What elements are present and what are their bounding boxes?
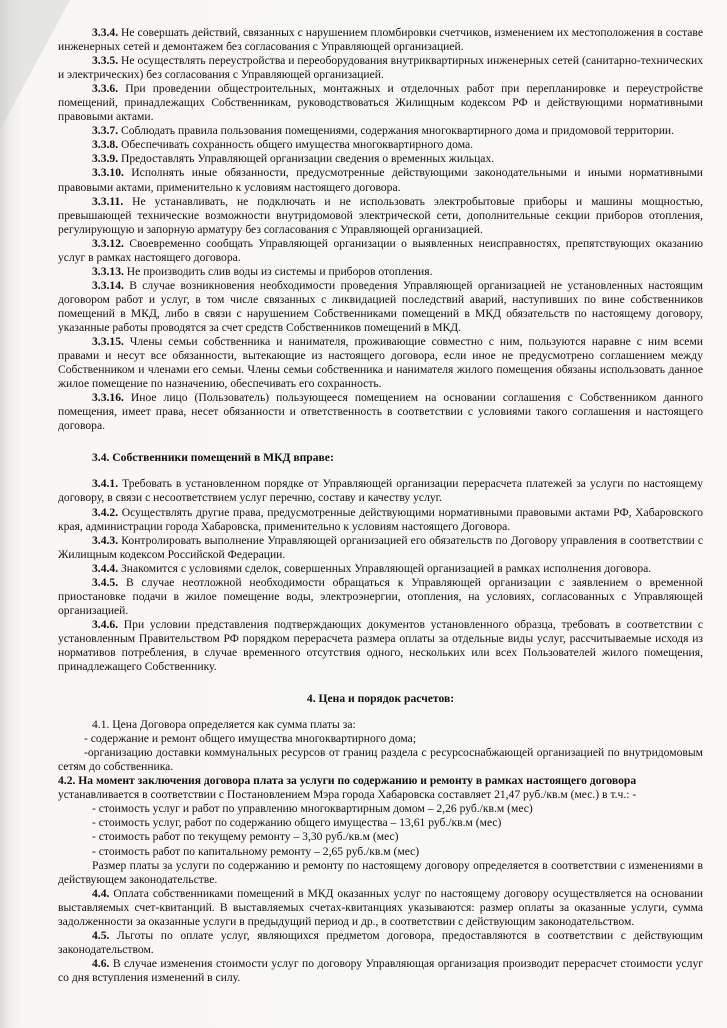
clause-3-3-8: 3.3.8. Обеспечивать сохранность общего имущества многоквартирного дома. — [92, 138, 474, 152]
clause-3-4-1: 3.4.1. Требовать в установленном порядке от Управляющей организации перерасчета платежей за услуги по настоящему договору, в связи с несоответствием услуг перечню, составу и качеству услуг. — [58, 477, 703, 505]
clause-3-3-7: 3.3.7. Соблюдать правила пользования помещениями, содержания многоквартирного дома и придомовой территории. — [92, 124, 675, 138]
clause-3-3-16: 3.3.16. Иное лицо (Пользователь) пользующееся помещением на основании соглашения с Собственником данного помещения, имеет права, несет обязанности и ответственность в соответствии с условиями такого соглашения и настоящего договора. — [58, 391, 703, 433]
price-item: - стоимость услуг и работ по управлению многоквартирным домом – 2,26 руб./кв.м (мес) — [92, 802, 533, 816]
clause-4-6: 4.6. В случае изменения стоимости услуг по договору Управляющая организация производит перерасчет стоимости услуг со дня вступления изменений в силу. — [58, 956, 703, 984]
document-body — [58, 26, 703, 985]
clause-3-3-14: 3.3.14. В случае возникновения необходимости проведения Управляющей организацией не установленных настоящим договором работ и услуг, в том числе связанных с ликвидацией последствий аварий, наступивших по вине собственников помещений в МКД, либо в связи с нарушением Собственниками помещений в МКД обязательств по настоящему договору, указанные работы проводятся за счет средств Собственников помещений в МКД. — [58, 278, 703, 334]
price-item: - стоимость работ по текущему ремонту – 3,30 руб./кв.м (мес) — [92, 830, 399, 844]
clause-4-1: 4.1. Цена Договора определяется как сумма платы за: — [92, 718, 356, 732]
clause-3-4-2: 3.4.2. Осуществлять другие права, предусмотренные действующими нормативными правовыми актами РФ, Хабаровского края, администрации города Хабаровска, применительно к условиям настоящего Договора. — [58, 505, 703, 533]
section-heading-4: 4. Цена и порядок расчетов: — [306, 692, 455, 706]
clause-3-3-13: 3.3.13. Не производить слив воды из системы и приборов отопления. — [92, 264, 433, 278]
clause-4-1-item-a: - содержание и ремонт общего имущества многоквартирного дома; — [84, 732, 417, 746]
clause-4-1-item-b: -организацию доставки коммунальных ресурсов от границ раздела с ресурсоснабжающей организацией по внутридомовым сетям до собственника. — [58, 746, 703, 774]
clause-4-4: 4.4. Оплата собственниками помещений в МКД оказанных услуг по настоящему договору осуществляется на основании выставляемых счет-квитанций. В выставляемых счетах-квитанциях указываются: размер оплаты за оказанные услуги, сумма задолженности за оказанные услуги в предыдущий период и др., в соответствии с действующим законодательством. — [58, 886, 703, 928]
clause-3-4-3: 3.4.3. Контролировать выполнение Управляющей организацией его обязательств по Договору управления в соответствии с Жилищным кодексом Российской Федерации. — [58, 533, 703, 561]
price-item: - стоимость услуг, работ по содержанию общего имущества – 13,61 руб./кв.м (мес) — [92, 816, 502, 830]
clause-3-4-4: 3.4.4. Знакомится с условиями сделок, совершенных Управляющей организацией в рамках исполнения договора. — [92, 561, 652, 575]
clause-4-5: 4.5. Льготы по оплате услуг, являющихся предметом договора, предоставляются в соответствии с действующим законодательством. — [58, 928, 703, 956]
clause-3-4-5: 3.4.5. В случае неотложной необходимости обращаться к Управляющей организации с заявлением о временной приостановке подачи в жилое помещение воды, электроэнергии, отопления, на условиях, согласованных с Управляющей организацией. — [58, 575, 703, 617]
clause-4-2: 4.2. На момент заключения договора плата за услуги по содержанию и ремонту в рамках настоящего договора — [58, 774, 637, 788]
clause-3-4-6: 3.4.6. При условии представления подтверждающих документов установленного образца, требовать в соответствии с установленным Правительством РФ порядком перерасчета размера оплаты за отдельные виды услуг, рассчитываемые исходя из нормативов потребления, в случае временного отсутствия одного, нескольких или всех Пользователей жилого помещения, принадлежащего Собственнику. — [58, 617, 703, 674]
clause-3-3-12: 3.3.12. Своевременно сообщать Управляющей организации о выявленных неисправностях, препятствующих оказанию услуг в рамках настоящего договора. — [58, 236, 703, 264]
clause-4-2-rate: устанавливается в соответствии с Постановлением Мэра города Хабаровска составляет 21,47 руб./кв.м (мес.) в т.ч.: - — [58, 788, 637, 802]
clause-3-3-5: 3.3.5. Не осуществлять переустройства и переоборудования внутриквартирных инженерных сетей (санитарно-технических и электрических) без согласования с Управляющей организацией. — [58, 54, 703, 82]
clause-3-3-9: 3.3.9. Предоставлять Управляющей организации сведения о временных жильцах. — [92, 152, 495, 166]
clause-3-3-6: 3.3.6. При проведении общестроительных, монтажных и отделочных работ при перепланировке и переустройстве помещений, принадлежащих Собственникам, руководствоваться Жилищным кодексом РФ и действующими нормативными правовыми актами. — [58, 82, 703, 124]
clause-3-3-10: 3.3.10. Исполнять иные обязанности, предусмотренные действующими законодательными и иными нормативными правовыми актами, применительно к условиям настоящего договора. — [58, 166, 703, 194]
section-heading-3-4: 3.4. Собственники помещений в МКД вправе: — [92, 451, 334, 465]
price-item: - стоимость работ по капитальному ремонту – 2,65 руб./кв.м (мес) — [92, 844, 420, 858]
clause-3-3-15: 3.3.15. Члены семьи собственника и нанимателя, проживающие совместно с ним, пользуются наравне с ним всеми правами и несут все обязанности, вытекающие из настоящего договора, если иное не предусмотрено соглашением между Собственником и членами его семьи. Члены семьи собственника и нанимателя жилого помещения обязаны использовать данное жилое помещение по назначению, обеспечивать его сохранность. — [58, 335, 703, 391]
clause-4-2-note: Размер платы за услуги по содержанию и ремонту по настоящему договору определяется в соответствии с изменениями в действующем законодательстве. — [58, 858, 703, 886]
clause-3-3-4: 3.3.4. Не совершать действий, связанных с нарушением пломбировки счетчиков, изменением их местоположения в составе инженерных сетей и демонтажем без согласования с Управляющей организацией. — [58, 26, 703, 54]
clause-3-3-11: 3.3.11. Не устанавливать, не подключать и не использовать электробытовые приборы и машины мощностью, превышающей технические возможности внутридомовой электрической сети, дополнительные секции приборов отопления, регулирующую и запорную арматуру без согласования с Управляющей организацией. — [58, 194, 703, 236]
